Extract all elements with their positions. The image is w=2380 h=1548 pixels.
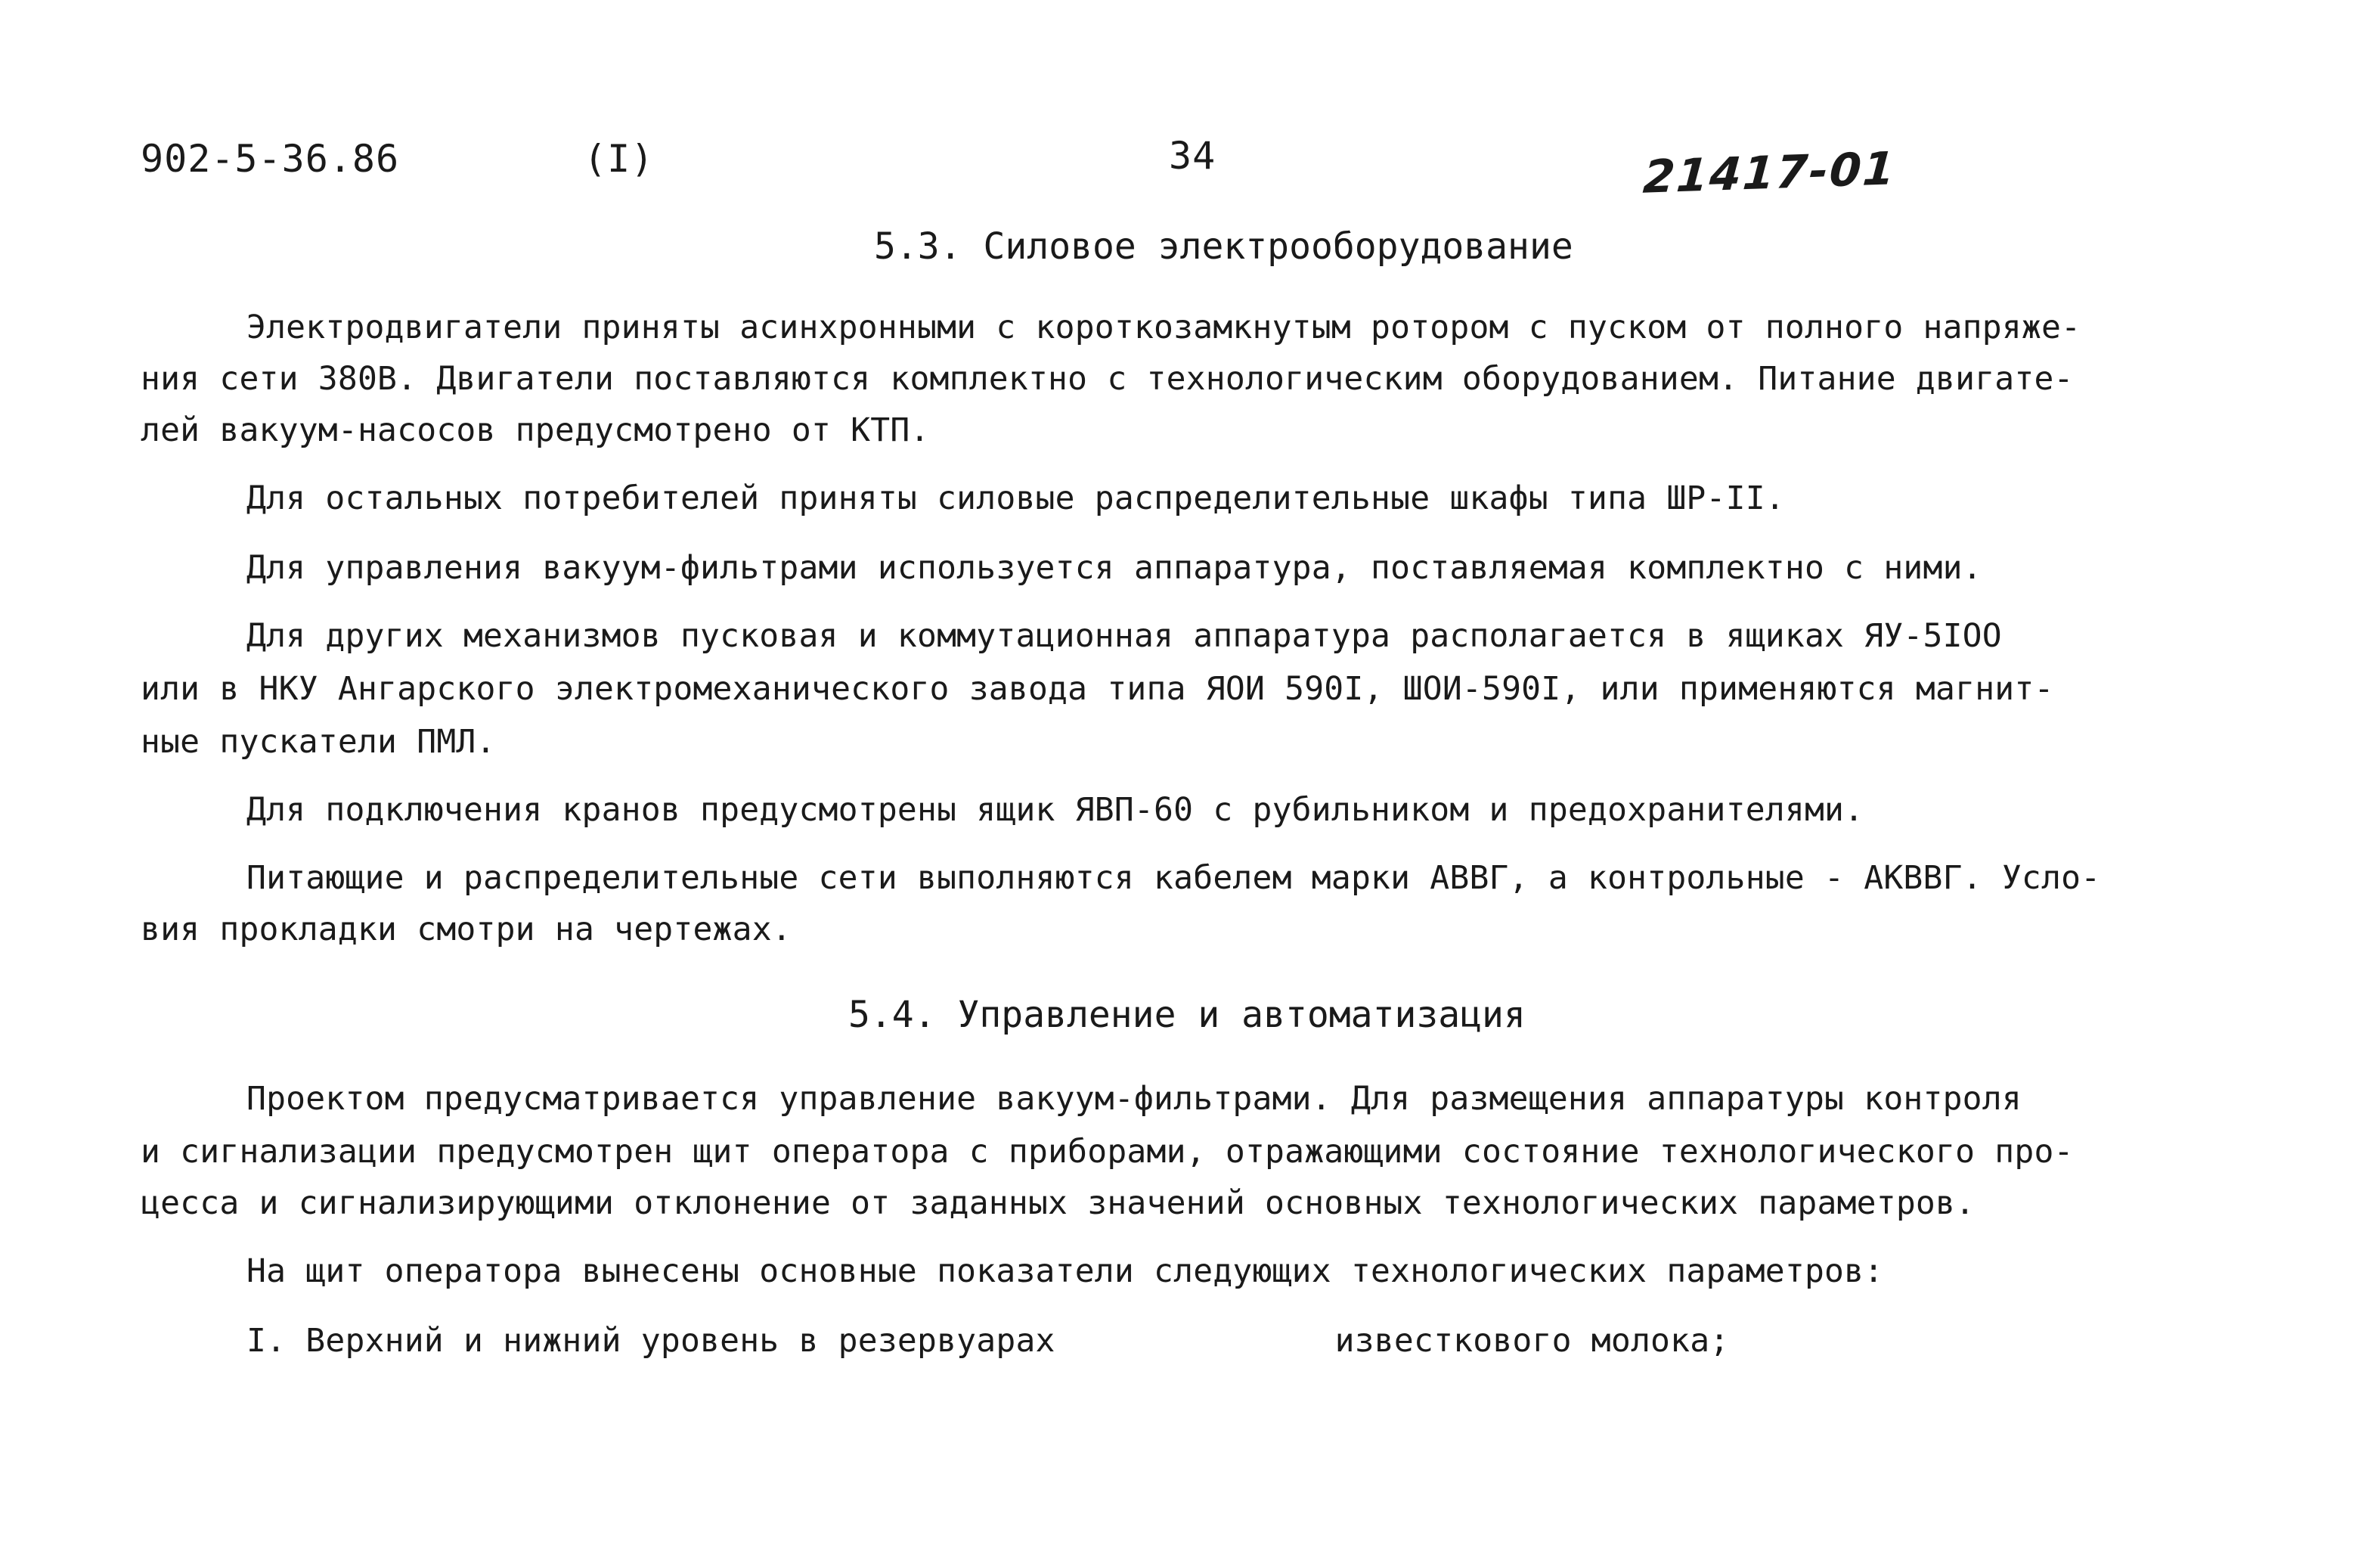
paragraph-line: ния сети 380В. Двигатели поставляются комплектно с технологическим оборудованием. Питание двигате- (141, 360, 2074, 398)
paragraph-line: Питающие и распределительные сети выполняются кабелем марки АВВГ, а контрольные - АКВВГ. Усло- (246, 859, 2101, 897)
list-item-text: известкового молока; (1334, 1322, 1730, 1360)
section-heading-5-4: 5.4. Управление и автоматизация (848, 994, 1526, 1036)
section-heading-5-3: 5.3. Силовое электрооборудование (874, 225, 1573, 268)
paragraph-line: цесса и сигнализирующими отклонение от заданных значений основных технологических параметров. (141, 1184, 1976, 1222)
page-number: 34 (1169, 134, 1216, 178)
paragraph-line: Электродвигатели приняты асинхронными с короткозамкнутым ротором с пуском от полного напряже- (246, 309, 2081, 346)
paragraph-line: Для подключения кранов предусмотрены ящик ЯВП-60 с рубильником и предохранителями. (246, 791, 1864, 829)
part-number: (I) (584, 137, 655, 181)
paragraph-line: или в НКУ Ангарского электромеханического завода типа ЯОИ 590I, ШОИ-590I, или применяются магнит- (141, 670, 2054, 708)
inventory-number: 21417-01 (1641, 142, 1898, 204)
paragraph-line: На щит оператора вынесены основные показатели следующих технологических параметров: (246, 1252, 1884, 1290)
doc-number: 902-5-36.86 (141, 137, 400, 181)
list-item (246, 1319, 1729, 1363)
paragraph-line: Для остальных потребителей приняты силовые распределительные шкафы типа ШР-II. (246, 479, 1785, 517)
paragraph-line: вия прокладки смотри на чертежах. (141, 910, 792, 948)
paragraph-line: Для управления вакуум-фильтрами используется аппаратура, поставляемая комплектно с ними. (246, 549, 1982, 587)
list-item-text: I. Верхний и нижний уровень в резервуарах (246, 1322, 1055, 1360)
paragraph-line: и сигнализации предусмотрен щит оператора с приборами, отражающими состояние технологического про- (141, 1133, 2074, 1171)
paragraph-line: лей вакуум-насосов предусмотрено от КТП. (141, 411, 930, 449)
paragraph-line: Для других механизмов пусковая и коммутационная аппаратура располагается в ящиках ЯУ-5IOO (246, 617, 2002, 655)
paragraph-line: Проектом предусматривается управление вакуум-фильтрами. Для размещения аппаратуры контроля (246, 1080, 2022, 1118)
paragraph-line: ные пускатели ПМЛ. (141, 723, 496, 761)
